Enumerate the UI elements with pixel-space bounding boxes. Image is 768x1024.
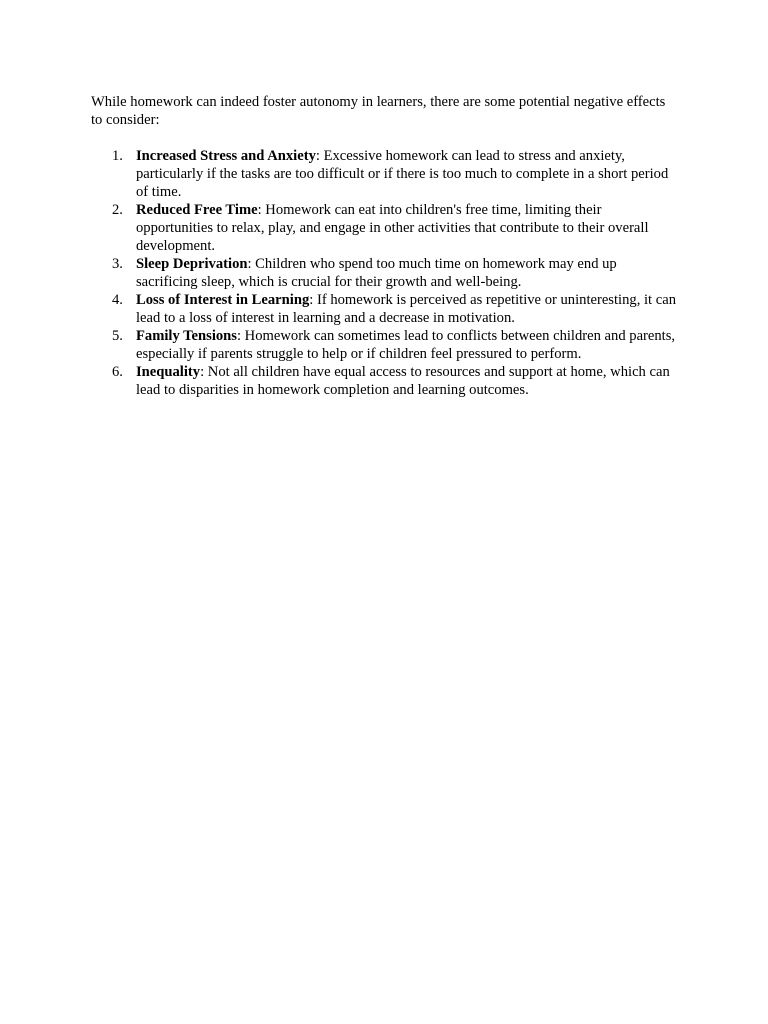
list-item-title: Reduced Free Time	[136, 202, 258, 218]
list-item-number: 5.	[112, 328, 123, 344]
list-item	[91, 147, 676, 201]
list-item-title: Increased Stress and Anxiety	[136, 148, 316, 164]
list-item-text: : If homework is perceived as repetitive or uninteresting, it can lead to a loss of interest in learning and a decrease in motivation.	[136, 292, 676, 326]
list-item	[91, 363, 676, 399]
list-item-text: : Not all children have equal access to resources and support at home, which can lead to disparities in homework completion and learning outcomes.	[136, 364, 670, 398]
list-item	[91, 327, 676, 363]
document-body	[91, 93, 676, 399]
list-item	[91, 291, 676, 327]
list-item-title: Inequality	[136, 364, 201, 380]
list-item-number: 6.	[112, 364, 123, 380]
list-item-number: 4.	[112, 292, 123, 308]
list-item-title: Loss of Interest in Learning	[136, 292, 310, 308]
list-item-title: Family Tensions	[136, 328, 237, 344]
intro-paragraph: While homework can indeed foster autonomy in learners, there are some potential negative effects to consider:	[91, 94, 666, 128]
list-item	[91, 255, 676, 291]
list-item-number: 2.	[112, 202, 123, 218]
list-item-text: : Homework can eat into children's free time, limiting their opportunities to relax, play, and engage in other activities that contribute to their overall development.	[136, 202, 649, 254]
list-item-text: : Children who spend too much time on homework may end up sacrificing sleep, which is crucial for their growth and well-being.	[136, 256, 617, 290]
list-item	[91, 201, 676, 255]
list-item-text: : Excessive homework can lead to stress and anxiety, particularly if the tasks are too difficult or if there is too much to complete in a short period of time.	[136, 148, 669, 200]
list-item-number: 3.	[112, 256, 123, 272]
list-item-title: Sleep Deprivation	[136, 256, 248, 272]
list-item-number: 1.	[112, 148, 123, 164]
negative-effects-list	[91, 147, 676, 399]
list-item-text: : Homework can sometimes lead to conflicts between children and parents, especially if parents struggle to help or if children feel pressured to perform.	[136, 328, 676, 362]
